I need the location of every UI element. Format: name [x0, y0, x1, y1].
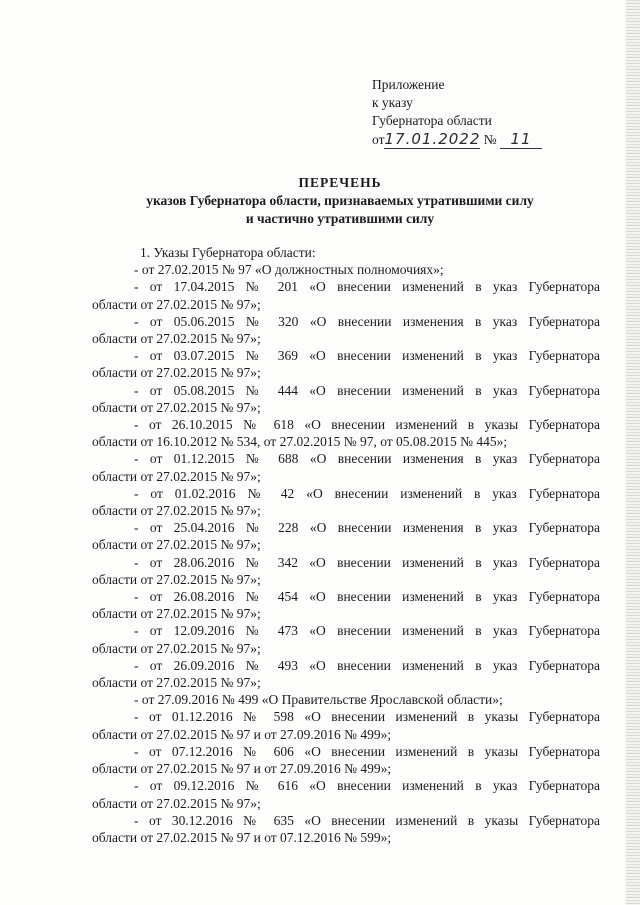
appendix-line-1: Приложение [372, 77, 445, 92]
decree-item-continuation: области от 27.02.2015 № 97»; [92, 675, 261, 691]
decree-item [92, 261, 600, 278]
decree-item [92, 622, 600, 656]
decree-item [92, 519, 600, 553]
decree-item-continuation: области от 27.02.2015 № 97»; [92, 571, 261, 587]
appendix-number-label: № [483, 132, 497, 147]
scan-edge-artifact [626, 0, 640, 905]
title-main: ПЕРЕЧЕНЬ [298, 175, 382, 190]
section-heading: 1. Указы Губернатора области: [140, 245, 316, 260]
decree-item [92, 347, 600, 381]
decree-item-line: - от 26.10.2015 № 618 «О внесении изменений в указы Губернатора [134, 417, 600, 433]
decree-item [92, 708, 600, 742]
handwritten-number: 11 [500, 130, 542, 149]
title-line-3: и частично утратившими силу [245, 211, 435, 226]
decree-item [92, 812, 600, 846]
appendix-line-2: к указу [372, 95, 413, 110]
decree-item-line: - от 05.08.2015 № 444 «О внесении изменений в указ Губернатора [134, 382, 600, 398]
decree-item-continuation: области от 27.02.2015 № 97»; [92, 399, 261, 415]
decree-item [92, 657, 600, 691]
decree-item-continuation: области от 27.02.2015 № 97 и от 07.12.2016 № 599»; [92, 829, 392, 845]
decree-item-line: - от 25.04.2016 № 228 «О внесении изменения в указ Губернатора [134, 520, 600, 536]
decree-item-line: - от 27.02.2015 № 97 «О должностных полномочиях»; [134, 262, 444, 278]
decree-item-line: - от 28.06.2016 № 342 «О внесении изменений в указ Губернатора [134, 554, 600, 570]
decree-item-line: - от 27.09.2016 № 499 «О Правительстве Ярославской области»; [134, 692, 503, 708]
decree-item-continuation: области от 27.02.2015 № 97»; [92, 365, 261, 381]
appendix-date-row [372, 130, 542, 149]
decree-item-continuation: области от 27.02.2015 № 97»; [92, 640, 261, 656]
decree-item-line: - от 12.09.2016 № 473 «О внесении изменений в указ Губернатора [134, 623, 600, 639]
decree-item-continuation: области от 27.02.2015 № 97»; [92, 296, 261, 312]
handwritten-date: 17.01.2022 [384, 130, 481, 148]
decree-item-line: - от 01.12.2015 № 688 «О внесении изменения в указ Губернатора [134, 451, 600, 467]
decree-item-continuation: области от 27.02.2015 № 97»; [92, 331, 261, 347]
decree-items [92, 261, 600, 846]
decree-item [92, 691, 600, 708]
decree-item [92, 313, 600, 347]
decree-item-line: - от 17.04.2015 № 201 «О внесении изменений в указ Губернатора [134, 279, 600, 295]
decree-item [92, 554, 600, 588]
decree-item [92, 485, 600, 519]
decree-item [92, 450, 600, 484]
decree-item-line: - от 26.09.2016 № 493 «О внесении изменений в указ Губернатора [134, 657, 600, 673]
decree-item [92, 743, 600, 777]
decree-item [92, 416, 600, 450]
decree-item-continuation: области от 27.02.2015 № 97 и от 27.09.2016 № 499»; [92, 761, 392, 777]
decree-list [92, 244, 600, 846]
decree-item-line: - от 07.12.2016 № 606 «О внесении изменений в указы Губернатора [134, 743, 600, 759]
appendix-block [372, 76, 542, 149]
decree-item-continuation: области от 27.02.2015 № 97»; [92, 503, 261, 519]
appendix-from-label: от [372, 132, 385, 147]
decree-item-line: - от 05.06.2015 № 320 «О внесении изменения в указ Губернатора [134, 313, 600, 329]
appendix-line-3: Губернатора области [372, 113, 492, 128]
decree-item-continuation: области от 27.02.2015 № 97»; [92, 795, 261, 811]
document-title [60, 174, 620, 228]
decree-item [92, 278, 600, 312]
decree-item-continuation: области от 16.10.2012 № 534, от 27.02.2015 № 97, от 05.08.2015 № 445»; [92, 434, 508, 450]
decree-item-continuation: области от 27.02.2015 № 97»; [92, 468, 261, 484]
decree-item-line: - от 26.08.2016 № 454 «О внесении изменений в указ Губернатора [134, 589, 600, 605]
decree-item [92, 382, 600, 416]
decree-item-continuation: области от 27.02.2015 № 97 и от 27.09.2016 № 499»; [92, 726, 392, 742]
decree-item-line: - от 01.02.2016 № 42 «О внесении изменений в указ Губернатора [134, 485, 600, 501]
title-line-2: указов Губернатора области, признаваемых утратившими силу [146, 193, 534, 208]
decree-item-line: - от 03.07.2015 № 369 «О внесении изменений в указ Губернатора [134, 348, 600, 364]
decree-item-line: - от 09.12.2016 № 616 «О внесении изменений в указ Губернатора [134, 778, 600, 794]
decree-item [92, 588, 600, 622]
decree-item-line: - от 30.12.2016 № 635 «О внесении изменений в указы Губернатора [134, 812, 600, 828]
decree-item-continuation: области от 27.02.2015 № 97»; [92, 606, 261, 622]
decree-item-line: - от 01.12.2016 № 598 «О внесении изменений в указы Губернатора [134, 709, 600, 725]
decree-item-continuation: области от 27.02.2015 № 97»; [92, 537, 261, 553]
decree-item [92, 777, 600, 811]
